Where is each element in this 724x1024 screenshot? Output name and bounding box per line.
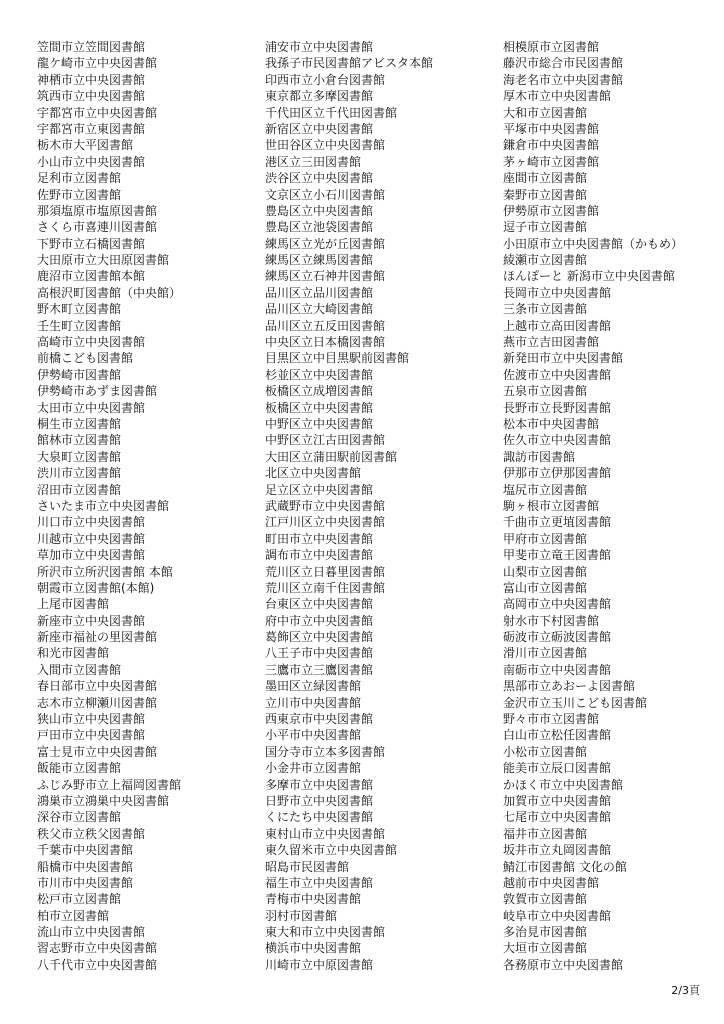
library-entry: 国分寺市立本多図書館: [265, 744, 386, 759]
library-entry: 小山市立中央図書館: [37, 154, 146, 169]
library-entry: 茅ヶ崎市立図書館: [503, 154, 600, 169]
library-entry: 駒ヶ根市立図書館: [503, 498, 600, 513]
library-entry: 越前市中央図書館: [503, 875, 600, 890]
library-entry: 鎌倉市中央図書館: [503, 138, 600, 153]
library-entry: 習志野市立中央図書館: [37, 941, 158, 956]
library-entry: 台東区立中央図書館: [265, 597, 374, 612]
library-entry: 深谷市立図書館: [37, 810, 122, 825]
library-entry: 流山市立中央図書館: [37, 925, 146, 940]
library-entry: 豊島区立池袋図書館: [265, 220, 374, 235]
library-entry: 加賀市立中央図書館: [503, 793, 612, 808]
library-entry: 長野市立長野図書館: [503, 400, 612, 415]
library-entry: 入間市立図書館: [37, 662, 122, 677]
library-entry: 板橋区立成増図書館: [265, 384, 374, 399]
library-entry: 大和市立図書館: [503, 105, 588, 120]
library-entry: 座間市立図書館: [503, 171, 588, 186]
library-entry: 千葉市中央図書館: [37, 843, 134, 858]
library-entry: 新宿区立中央図書館: [265, 121, 374, 136]
library-entry: 日野市立中央図書館: [265, 793, 374, 808]
library-entry: 小平市中央図書館: [265, 728, 362, 743]
library-entry: 宇都宮市立中央図書館: [37, 105, 158, 120]
library-entry: 秦野市立図書館: [503, 187, 588, 202]
library-entry: 白山市立松任図書館: [503, 728, 612, 743]
library-entry: 東村山市立中央図書館: [265, 826, 386, 841]
library-entry: 目黒区立中目黒駅前図書館: [265, 351, 410, 366]
library-entry: 沼田市立図書館: [37, 482, 122, 497]
library-entry: 相模原市立図書館: [503, 40, 600, 54]
library-entry: 燕市立吉田図書館: [503, 335, 600, 350]
library-entry: 武蔵野市立中央図書館: [265, 498, 386, 513]
library-entry: 市川市中央図書館: [37, 875, 134, 890]
library-entry: ふじみ野市立上福岡図書館: [37, 777, 182, 792]
library-entry: 長岡市立中央図書館: [503, 285, 612, 300]
library-entry: 千代田区立千代田図書館: [265, 105, 398, 120]
library-entry: 新座市福祉の里図書館: [37, 630, 158, 645]
library-entry: 和光市図書館: [37, 646, 110, 661]
library-entry: 足立区立中央図書館: [265, 482, 374, 497]
library-entry: 福井市立図書館: [503, 826, 588, 841]
library-entry: 秩父市立秩父図書館: [37, 826, 146, 841]
library-entry: 調布市立中央図書館: [265, 548, 374, 563]
library-entry: 練馬区立練馬図書館: [265, 253, 374, 268]
library-entry: 栃木市大平図書館: [37, 138, 134, 153]
library-entry: 中央区立日本橋図書館: [265, 335, 386, 350]
library-entry: 三鷹市立三鷹図書館: [265, 662, 374, 677]
library-entry: 黒部市立あおーよ図書館: [503, 679, 636, 694]
library-entry: 綾瀬市立図書館: [503, 253, 588, 268]
library-entry: 品川区立五反田図書館: [265, 318, 386, 333]
library-entry: 昭島市民図書館: [265, 859, 350, 874]
library-list: [0, 39, 724, 989]
library-entry: 上越市立高田図書館: [503, 318, 612, 333]
library-entry: 江戸川区立中央図書館: [265, 515, 386, 530]
library-entry: 多治見市図書館: [503, 925, 588, 940]
library-entry: 藤沢市総合市民図書館: [503, 56, 624, 71]
library-entry: 坂井市立丸岡図書館: [503, 843, 612, 858]
library-entry: 印西市立小倉台図書館: [265, 72, 386, 87]
library-entry: 太田市立中央図書館: [37, 400, 146, 415]
library-entry: 桐生市立図書館: [37, 416, 122, 431]
library-entry: 品川区立品川図書館: [265, 285, 374, 300]
library-entry: 北区立中央図書館: [265, 466, 362, 481]
library-entry: 足利市立図書館: [37, 171, 122, 186]
library-entry: 大垣市立図書館: [503, 941, 588, 956]
library-entry: 佐渡市立中央図書館: [503, 367, 612, 382]
library-entry: 佐野市立図書館: [37, 187, 122, 202]
library-entry: 平塚市中央図書館: [503, 121, 600, 136]
library-entry: 新発田市立中央図書館: [503, 351, 624, 366]
library-entry: 大泉町立図書館: [37, 449, 122, 464]
library-entry: 港区立三田図書館: [265, 154, 362, 169]
library-entry: 下野市立石橋図書館: [37, 236, 146, 251]
library-entry: 西東京市中央図書館: [265, 712, 374, 727]
library-entry: さいたま市立中央図書館: [37, 498, 170, 513]
library-entry: 岐阜市立中央図書館: [503, 908, 612, 923]
library-entry: 練馬区立光が丘図書館: [265, 236, 386, 251]
library-entry: 朝霞市立図書館(本館): [37, 580, 155, 595]
library-entry: 豊島区立中央図書館: [265, 203, 374, 218]
library-entry: 各務原市立中央図書館: [503, 957, 624, 972]
library-entry: 東久留米市立中央図書館: [265, 843, 398, 858]
library-entry: 東京都立多摩図書館: [265, 89, 374, 104]
library-entry: くにたち中央図書館: [265, 810, 374, 825]
library-entry: 飯能市立図書館: [37, 761, 122, 776]
library-entry: 佐久市立中央図書館: [503, 433, 612, 448]
library-entry: 山梨市立図書館: [503, 564, 588, 579]
library-entry: 金沢市立玉川こども図書館: [503, 695, 648, 710]
library-entry: 多摩市立中央図書館: [265, 777, 374, 792]
library-entry: 新座市立中央図書館: [37, 613, 146, 628]
library-entry: 野々市市立図書館: [503, 712, 600, 727]
library-entry: 八千代市立中央図書館: [37, 957, 158, 972]
library-entry: 我孫子市民図書館アビスタ本館: [265, 56, 434, 71]
library-entry: 所沢市立所沢図書館 本館: [37, 564, 173, 579]
library-entry: 滑川市立図書館: [503, 646, 588, 661]
library-entry: 品川区立大崎図書館: [265, 302, 374, 317]
library-entry: 神栖市立中央図書館: [37, 72, 146, 87]
library-entry: 川崎市立中原図書館: [265, 957, 374, 972]
library-entry: 南砺市立中央図書館: [503, 662, 612, 677]
library-entry: 川口市立中央図書館: [37, 515, 146, 530]
library-entry: 富山市立図書館: [503, 580, 588, 595]
library-entry: 高崎市立中央図書館: [37, 335, 146, 350]
library-entry: 柏市立図書館: [37, 908, 110, 923]
library-entry: 世田谷区立中央図書館: [265, 138, 386, 153]
library-entry: 川越市立中央図書館: [37, 531, 146, 546]
library-entry: 中野区立中央図書館: [265, 416, 374, 431]
library-entry: 龍ケ崎市立中央図書館: [37, 56, 158, 71]
library-entry: 草加市立中央図書館: [37, 548, 146, 563]
library-entry: 那須塩原市塩原図書館: [37, 203, 158, 218]
library-entry: 羽村市図書館: [265, 908, 338, 923]
library-column-1: [37, 39, 247, 973]
library-entry: 館林市立図書館: [37, 433, 122, 448]
library-entry: 文京区立小石川図書館: [265, 187, 386, 202]
library-entry: 海老名市立中央図書館: [503, 72, 624, 87]
library-entry: 笠間市立笠間図書館: [37, 40, 146, 54]
library-entry: 甲斐市立竜王図書館: [503, 548, 612, 563]
library-entry: 板橋区立中央図書館: [265, 400, 374, 415]
library-entry: 戸田市立中央図書館: [37, 728, 146, 743]
library-entry: 伊那市立伊那図書館: [503, 466, 612, 481]
library-entry: 墨田区立緑図書館: [265, 679, 362, 694]
library-entry: 鯖江市図書館 文化の館: [503, 859, 627, 874]
library-entry: 杉並区立中央図書館: [265, 367, 374, 382]
library-entry: 逗子市立図書館: [503, 220, 588, 235]
library-entry: 松戸市立図書館: [37, 892, 122, 907]
library-entry: 渋谷区立中央図書館: [265, 171, 374, 186]
library-entry: 塩尻市立図書館: [503, 482, 588, 497]
library-entry: 能美市立辰口図書館: [503, 761, 612, 776]
library-entry: 射水市下村図書館: [503, 613, 600, 628]
library-entry: 諏訪市図書館: [503, 449, 576, 464]
library-entry: 立川市中央図書館: [265, 695, 362, 710]
library-entry: 鴻巣市立鴻巣中央図書館: [37, 793, 170, 808]
library-entry: 厚木市立中央図書館: [503, 89, 612, 104]
library-entry: 松本市中央図書館: [503, 416, 600, 431]
library-entry: 高岡市立中央図書館: [503, 597, 612, 612]
library-entry: 船橋市中央図書館: [37, 859, 134, 874]
library-entry: 大田原市立大田原図書館: [37, 253, 170, 268]
library-entry: 狭山市立中央図書館: [37, 712, 146, 727]
library-entry: 横浜市中央図書館: [265, 941, 362, 956]
library-entry: 三条市立図書館: [503, 302, 588, 317]
library-entry: 敦賀市立図書館: [503, 892, 588, 907]
library-entry: 砺波市立砺波図書館: [503, 630, 612, 645]
library-entry: 上尾市図書館: [37, 597, 110, 612]
library-entry: 渋川市立図書館: [37, 466, 122, 481]
library-entry: 伊勢崎市あずま図書館: [37, 384, 158, 399]
library-column-3: [503, 39, 718, 973]
library-entry: 浦安市立中央図書館: [265, 40, 374, 54]
library-entry: 伊勢崎市図書館: [37, 367, 122, 382]
library-entry: 東大和市立中央図書館: [265, 925, 386, 940]
library-entry: 練馬区立石神井図書館: [265, 269, 386, 284]
library-entry: 大田区立蒲田駅前図書館: [265, 449, 398, 464]
library-column-2: [265, 39, 495, 973]
library-entry: 野木町立図書館: [37, 302, 122, 317]
library-entry: 筑西市立中央図書館: [37, 89, 146, 104]
library-entry: 小金井市立図書館: [265, 761, 362, 776]
library-entry: 甲府市立図書館: [503, 531, 588, 546]
library-entry: 志木市立柳瀬川図書館: [37, 695, 158, 710]
library-entry: 町田市立中央図書館: [265, 531, 374, 546]
library-entry: 福生市立中央図書館: [265, 875, 374, 890]
library-entry: かほく市立中央図書館: [503, 777, 624, 792]
library-entry: 高根沢町図書館（中央館）: [37, 285, 182, 300]
library-entry: 葛飾区立中央図書館: [265, 630, 374, 645]
library-entry: 八王子市中央図書館: [265, 646, 374, 661]
library-entry: 壬生町立図書館: [37, 318, 122, 333]
library-entry: 小松市立図書館: [503, 744, 588, 759]
library-entry: 小田原市立中央図書館（かもめ）: [503, 236, 684, 251]
library-entry: 富士見市立中央図書館: [37, 744, 158, 759]
library-entry: 宇都宮市立東図書館: [37, 121, 146, 136]
library-entry: 府中市立中央図書館: [265, 613, 374, 628]
page-number: 2/3頁: [671, 984, 700, 997]
library-entry: 伊勢原市立図書館: [503, 203, 600, 218]
library-entry: 荒川区立南千住図書館: [265, 580, 386, 595]
library-entry: 前橋こども図書館: [37, 351, 134, 366]
library-entry: 五泉市立図書館: [503, 384, 588, 399]
library-entry: 鹿沼市立図書館本館: [37, 269, 146, 284]
library-entry: 青梅市中央図書館: [265, 892, 362, 907]
library-entry: 中野区立江古田図書館: [265, 433, 386, 448]
library-entry: 荒川区立日暮里図書館: [265, 564, 386, 579]
library-entry: 春日部市立中央図書館: [37, 679, 158, 694]
library-entry: ほんぽーと 新潟市立中央図書館: [503, 269, 675, 284]
library-entry: 七尾市立中央図書館: [503, 810, 612, 825]
library-entry: さくら市喜連川図書館: [37, 220, 158, 235]
library-entry: 千曲市立更埴図書館: [503, 515, 612, 530]
